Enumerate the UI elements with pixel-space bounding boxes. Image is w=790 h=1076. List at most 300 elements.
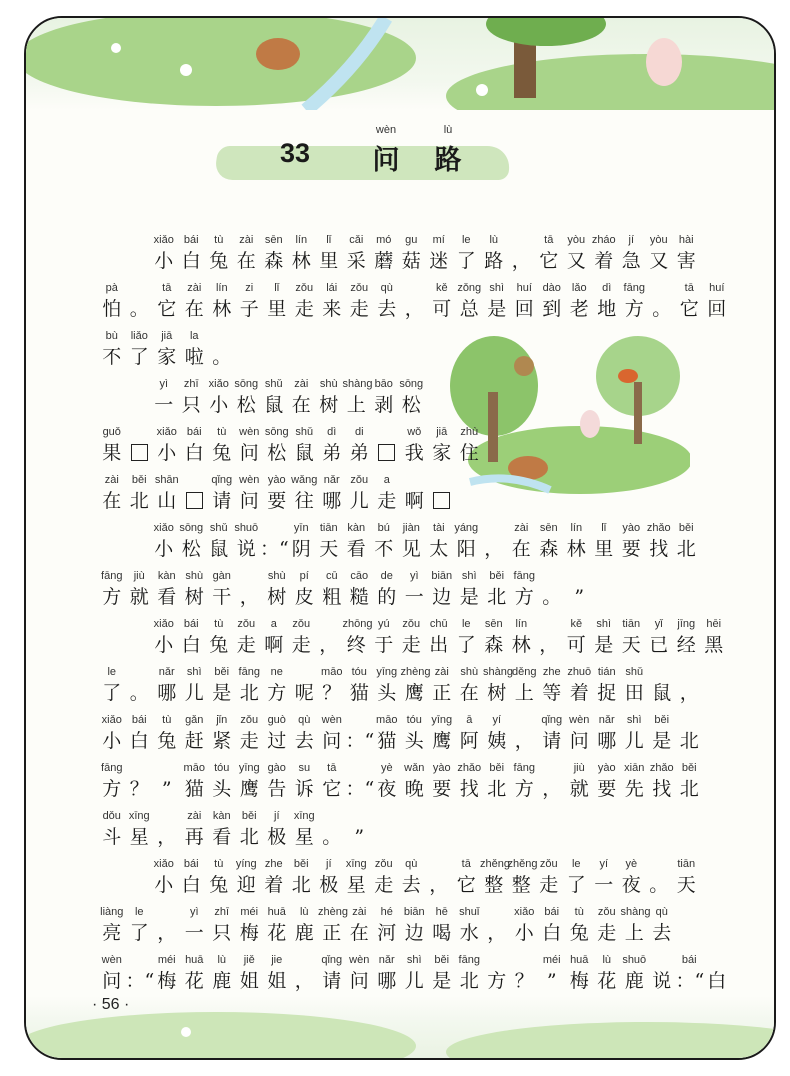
hanzi-char: 北 [459,970,479,992]
hanzi-char: 儿 [624,730,644,752]
hanzi-char: 方 [267,682,287,704]
title-char-2: 路 [434,145,462,176]
hanzi-char: 请 [542,730,562,752]
hanzi-char: 北 [487,778,507,800]
pinyin-syllable: gǎn [185,714,204,726]
hanzi-char: 了 [456,250,476,272]
pinyin-syllable: nǎr [378,954,395,966]
hanzi-char: 去 [652,922,672,944]
hanzi-char: 着 [594,250,614,272]
hanzi-char: 。 [542,586,562,608]
hanzi-char: 鹿 [294,922,314,944]
pinyin-syllable: ā [466,714,473,726]
hanzi-char: 是 [594,634,614,656]
pinyin-syllable: jiàn [402,522,420,534]
pinyin-syllable: běi [489,570,505,582]
hanzi-char: 兔 [209,874,229,896]
hanzi-char: 太 [429,538,449,560]
pinyin-syllable: xīng [293,810,315,822]
pinyin-syllable: di [354,426,364,438]
pinyin-syllable: tù [214,618,224,630]
pinyin-syllable: tù [162,714,172,726]
pinyin-syllable: huí [709,282,725,294]
hanzi-char: 小 [154,874,174,896]
hanzi-char: 头 [212,778,232,800]
hanzi-char: 树 [184,586,204,608]
squirrel-icon [618,369,638,383]
hanzi-char: 北 [239,682,259,704]
pinyin-syllable: zǒu [295,282,314,294]
pinyin-syllable: lín [215,282,228,294]
pinyin-syllable: fāng [238,666,260,678]
hanzi-char: 家 [157,346,177,368]
pinyin-syllable: yòu [649,234,668,246]
pinyin-syllable: zhōng [342,618,373,630]
pinyin-syllable: bái [544,906,560,918]
hanzi-char: 鹰 [404,682,424,704]
hanzi-char: 树 [487,682,507,704]
hanzi-char: 姐 [239,970,259,992]
hanzi-char: 兔 [209,250,229,272]
pinyin-syllable: hé [380,906,393,918]
hanzi-char: 在 [291,394,311,416]
pinyin-syllable: zǒng [457,282,482,294]
hanzi-char: 阴 [291,538,311,560]
hanzi-char: ” [161,778,172,800]
pinyin-syllable: liàng [100,906,124,918]
hanzi-char: 菇 [401,250,421,272]
hanzi-char: 。 [129,298,149,320]
pinyin-syllable: xiǎo [514,906,535,918]
pinyin-syllable: nǎr [598,714,615,726]
hanzi-char: 猫 [377,730,397,752]
pinyin-syllable: zǒu [292,618,311,630]
pinyin-syllable: xiān [624,762,645,774]
hanzi-char: 水 [459,922,479,944]
hanzi-char: 它 [679,298,699,320]
pinyin-row [150,234,700,248]
pinyin-syllable: wèn [321,714,342,726]
pinyin-syllable: méi [542,954,561,966]
pinyin-syllable: huā [185,954,204,966]
pinyin-syllable: shān [154,474,179,486]
pinyin-syllable: xiǎo [101,714,122,726]
hanzi-char: 松 [401,394,421,416]
pinyin-syllable: fāng [623,282,645,294]
hanzi-char: 了 [456,634,476,656]
hanzi-char: 问 [239,442,259,464]
hanzi-char: 阳 [456,538,476,560]
pinyin-syllable: zài [187,810,202,822]
hanzi-char: 极 [319,874,339,896]
hanzi-char: 上 [514,682,534,704]
hanzi-char: 过 [267,730,287,752]
hanzi-char: 小 [154,250,174,272]
pinyin-syllable: yì [159,378,169,390]
hanzi-char: 它 [456,874,476,896]
hanzi-char: 。 [649,874,669,896]
pinyin-syllable: zi [245,282,254,294]
text-row [150,536,700,562]
hanzi-char: 。 [129,682,149,704]
text-row [150,872,700,898]
hanzi-char: 来 [322,298,342,320]
pinyin-syllable: yì [409,570,419,582]
pinyin-syllable: fāng [513,570,535,582]
pinyin-syllable: bù [105,330,118,342]
pinyin-syllable: zhǎo [649,762,674,774]
blank-box [126,440,154,466]
hanzi-char: 住 [459,442,479,464]
pinyin-syllable: shì [186,666,202,678]
hanzi-char: 弟 [349,442,369,464]
hanzi-char: 梅 [157,970,177,992]
pinyin-syllable: lù [299,906,309,918]
pinyin-syllable: cū [325,570,338,582]
hanzi-char: 走 [377,490,397,512]
pinyin-syllable: bāo [374,378,393,390]
hanzi-char: 姐 [267,970,287,992]
hanzi-char: 兔 [209,634,229,656]
pinyin-syllable: tù [214,234,224,246]
hanzi-char: 鼠 [652,682,672,704]
pinyin-syllable: yǐ [654,618,663,630]
pinyin-syllable: biān [431,570,453,582]
hanzi-char: 又 [649,250,669,272]
pinyin-syllable: tā [327,762,337,774]
hanzi-char: 鹰 [432,730,452,752]
hanzi-char: 夜 [621,874,641,896]
pinyin-syllable: bái [681,954,697,966]
hanzi-char: 树 [267,586,287,608]
pinyin-syllable: nǎr [323,474,340,486]
pinyin-syllable: tóu [406,714,422,726]
hanzi-char: 就 [569,778,589,800]
pinyin-syllable: jí [326,858,332,870]
pinyin-syllable: yí [599,858,609,870]
pinyin-syllable: nǎr [158,666,175,678]
pinyin-syllable: māo [321,666,343,678]
pinyin-syllable: le [107,666,117,678]
hanzi-char: 家 [432,442,452,464]
pinyin-syllable: kě [435,282,448,294]
hanzi-char: 总 [459,298,479,320]
hanzi-char: 阿 [459,730,479,752]
hanzi-char: 小 [209,394,229,416]
pinyin-syllable: lín [295,234,308,246]
pinyin-syllable: yáng [454,522,479,534]
hanzi-char: ” [574,586,585,608]
pinyin-syllable: shì [461,570,477,582]
text-row [98,824,373,850]
pinyin-syllable: shuō [234,522,259,534]
pinyin-syllable: lǐ [274,282,280,294]
hanzi-char: ， [404,298,424,320]
pinyin-syllable: liǎo [130,330,148,342]
hanzi-char: 正 [322,922,342,944]
pinyin-syllable: wǒ [407,426,422,438]
pinyin-syllable: lǐ [326,234,332,246]
pinyin-row [98,474,456,488]
pinyin-syllable: běi [434,954,450,966]
pinyin-syllable: zháo [591,234,616,246]
hanzi-char: 它 [157,298,177,320]
hanzi-char: 边 [404,922,424,944]
hanzi-char: 鼠 [264,394,284,416]
pinyin-syllable: wèn [101,954,122,966]
pinyin-syllable: bái [183,618,199,630]
text-row [98,344,236,370]
pinyin-syllable: tài [432,522,445,534]
hanzi-char: 兔 [212,442,232,464]
hanzi-char: 要 [621,538,641,560]
pinyin-syllable: zǒu [597,906,616,918]
pinyin-syllable: lǐ [601,522,607,534]
hanzi-char: 北 [129,490,149,512]
pinyin-row [98,426,483,440]
pinyin-syllable: sōng [399,378,424,390]
hanzi-char: ， [239,586,259,608]
hanzi-char: 了 [129,346,149,368]
lesson-title [216,124,510,184]
pinyin-syllable: shuǐ [459,906,480,918]
pinyin-syllable: sōng [179,522,204,534]
hanzi-char: 小 [154,634,174,656]
hanzi-char: 黑 [704,634,724,656]
pinyin-syllable: shì [489,282,505,294]
hanzi-char: 里 [319,250,339,272]
pinyin-syllable: zǒu [350,474,369,486]
hanzi-char: 森 [539,538,559,560]
hanzi-char: 方 [487,970,507,992]
pinyin-syllable: la [189,330,199,342]
hanzi-char: 梅 [569,970,589,992]
hanzi-char: 又 [566,250,586,272]
hanzi-char: 晚 [404,778,424,800]
pinyin-syllable: tù [574,906,584,918]
hanzi-char: 方 [514,778,534,800]
hanzi-char: 白 [184,442,204,464]
pinyin-syllable: kě [570,618,583,630]
hanzi-char: 走 [597,922,617,944]
text-row [98,680,703,706]
pinyin-syllable: yú [377,618,390,630]
hanzi-char: 了 [102,682,122,704]
hanzi-char: 问 [102,970,122,992]
hanzi-char: 北 [676,538,696,560]
hanzi-char: ：“ [260,538,289,560]
text-row [150,392,425,418]
hanzi-char: 鹰 [239,778,259,800]
pinyin-syllable: zhù [460,426,479,438]
hanzi-char: 子 [239,298,259,320]
hanzi-char: 出 [429,634,449,656]
hanzi-char: 小 [154,538,174,560]
hanzi-char: 花 [267,922,287,944]
pinyin-syllable: zài [104,474,119,486]
lesson-number: 33 [280,138,311,168]
pinyin-syllable: yīng [376,666,398,678]
hanzi-char: 方 [102,778,122,800]
pinyin-syllable: shǔ [264,378,283,390]
text-row [150,632,728,658]
hanzi-char: 小 [102,730,122,752]
hanzi-char: 啊 [404,490,424,512]
hanzi-char: 走 [236,634,256,656]
hanzi-char: ， [487,922,507,944]
pinyin-syllable: huā [570,954,589,966]
hanzi-char: 白 [542,922,562,944]
hanzi-char: 白 [181,874,201,896]
hanzi-char: 猫 [184,778,204,800]
hanzi-char: 天 [621,634,641,656]
hanzi-char: 方 [624,298,644,320]
hanzi-char: 看 [157,586,177,608]
pinyin-syllable: dì [327,426,337,438]
hanzi-char: 一 [404,586,424,608]
title-pinyin-2: lù [443,124,453,136]
pinyin-syllable: shǔ [295,426,314,438]
pinyin-syllable: zài [239,234,254,246]
hanzi-char: ？ [322,682,342,704]
hanzi-char: 天 [319,538,339,560]
pinyin-syllable: zài [294,378,309,390]
hanzi-char: 走 [239,730,259,752]
hanzi-char: 只 [212,922,232,944]
hanzi-char: 在 [459,682,479,704]
pinyin-syllable: yòu [567,234,586,246]
pinyin-syllable: běi [131,474,147,486]
pinyin-syllable: yīng [431,714,453,726]
pinyin-syllable: lù [602,954,612,966]
hanzi-char: 。 [322,826,342,848]
pinyin-syllable: lǎo [571,282,587,294]
hanzi-char: 北 [679,730,699,752]
hanzi-char: 先 [624,778,644,800]
hanzi-char: 再 [184,826,204,848]
hanzi-char: 见 [401,538,421,560]
pinyin-syllable: zǒu [237,618,256,630]
hanzi-char: 一 [184,922,204,944]
pinyin-syllable: cāo [350,570,369,582]
pinyin-syllable: xīng [128,810,150,822]
hanzi-char: 斗 [102,826,122,848]
pinyin-syllable: běi [654,714,670,726]
hanzi-char: ， [514,730,534,752]
hanzi-char: 走 [294,298,314,320]
hanzi-char: 花 [597,970,617,992]
pinyin-syllable: shǔ [625,666,644,678]
pinyin-syllable: qǐng [211,474,233,486]
pinyin-syllable: tù [214,858,224,870]
pinyin-syllable: dì [602,282,612,294]
hanzi-char: 方 [514,586,534,608]
hanzi-char: 是 [652,730,672,752]
pinyin-syllable: zhǎo [646,522,671,534]
hanzi-char: 白 [129,730,149,752]
pinyin-syllable: běi [678,522,694,534]
hanzi-char: 怕 [102,298,122,320]
hanzi-char: 兔 [569,922,589,944]
hanzi-char: 儿 [184,682,204,704]
hanzi-char: 到 [542,298,562,320]
hanzi-char: ：“ [125,970,155,992]
pinyin-syllable: kàn [212,810,231,822]
pinyin-syllable: fāng [458,954,480,966]
hanzi-char: 等 [542,682,562,704]
pinyin-syllable: qù [655,906,668,918]
hanzi-char: 老 [569,298,589,320]
pinyin-row [98,714,703,728]
hanzi-char: 花 [184,970,204,992]
hanzi-char: 。 [212,346,232,368]
hanzi-char: 亮 [102,922,122,944]
hanzi-char: 喝 [432,922,452,944]
pinyin-syllable: shǔ [209,522,228,534]
hanzi-char: 。 [652,298,672,320]
hanzi-char: ， [511,250,531,272]
pinyin-syllable: cǎi [349,234,364,246]
pinyin-syllable: gàn [212,570,231,582]
blank-box [181,488,209,514]
pinyin-syllable: fāng [513,762,535,774]
hanzi-char: 林 [212,298,232,320]
hanzi-char: 捉 [597,682,617,704]
pinyin-syllable: zǒu [240,714,259,726]
top-illustration-banner [26,18,774,110]
hanzi-char: ， [294,970,314,992]
hanzi-char: 哪 [377,970,397,992]
rabbit-icon [646,38,682,86]
meadow-illustration [26,18,774,110]
pinyin-syllable: wèn [239,474,260,486]
pinyin-syllable: zài [187,282,202,294]
hanzi-char: 诉 [294,778,314,800]
pinyin-syllable: jiě [243,954,255,966]
hanzi-char: 田 [624,682,644,704]
hanzi-char: 松 [236,394,256,416]
pinyin-syllable: yīn [293,522,309,534]
pinyin-syllable: wèn [239,426,260,438]
text-row [98,488,456,514]
pinyin-syllable: le [134,906,144,918]
hanzi-char: 要 [597,778,617,800]
hanzi-char: 着 [569,682,589,704]
pinyin-syllable: yào [597,762,616,774]
pinyin-syllable: shàng [483,666,513,678]
pinyin-syllable: xīng [345,858,367,870]
hanzi-char: 已 [649,634,669,656]
story-illustration [450,322,690,498]
pinyin-syllable: dǒu [102,810,121,822]
hanzi-char: 找 [652,778,672,800]
hanzi-char: 是 [459,586,479,608]
hanzi-char: 糙 [349,586,369,608]
hanzi-char: ， [319,634,339,656]
hanzi-char: 要 [432,778,452,800]
pinyin-row [98,954,731,968]
pinyin-syllable: tā [684,282,694,294]
hanzi-char: 问 [322,730,342,752]
pinyin-syllable: bái [186,426,202,438]
pinyin-syllable: jīng [677,618,696,630]
pinyin-syllable: tù [217,426,227,438]
hanzi-char: 在 [102,490,122,512]
hanzi-char: 于 [374,634,394,656]
hanzi-char: 它 [322,778,342,800]
pinyin-syllable: xiǎo [208,378,229,390]
pinyin-syllable: děng [512,666,537,678]
